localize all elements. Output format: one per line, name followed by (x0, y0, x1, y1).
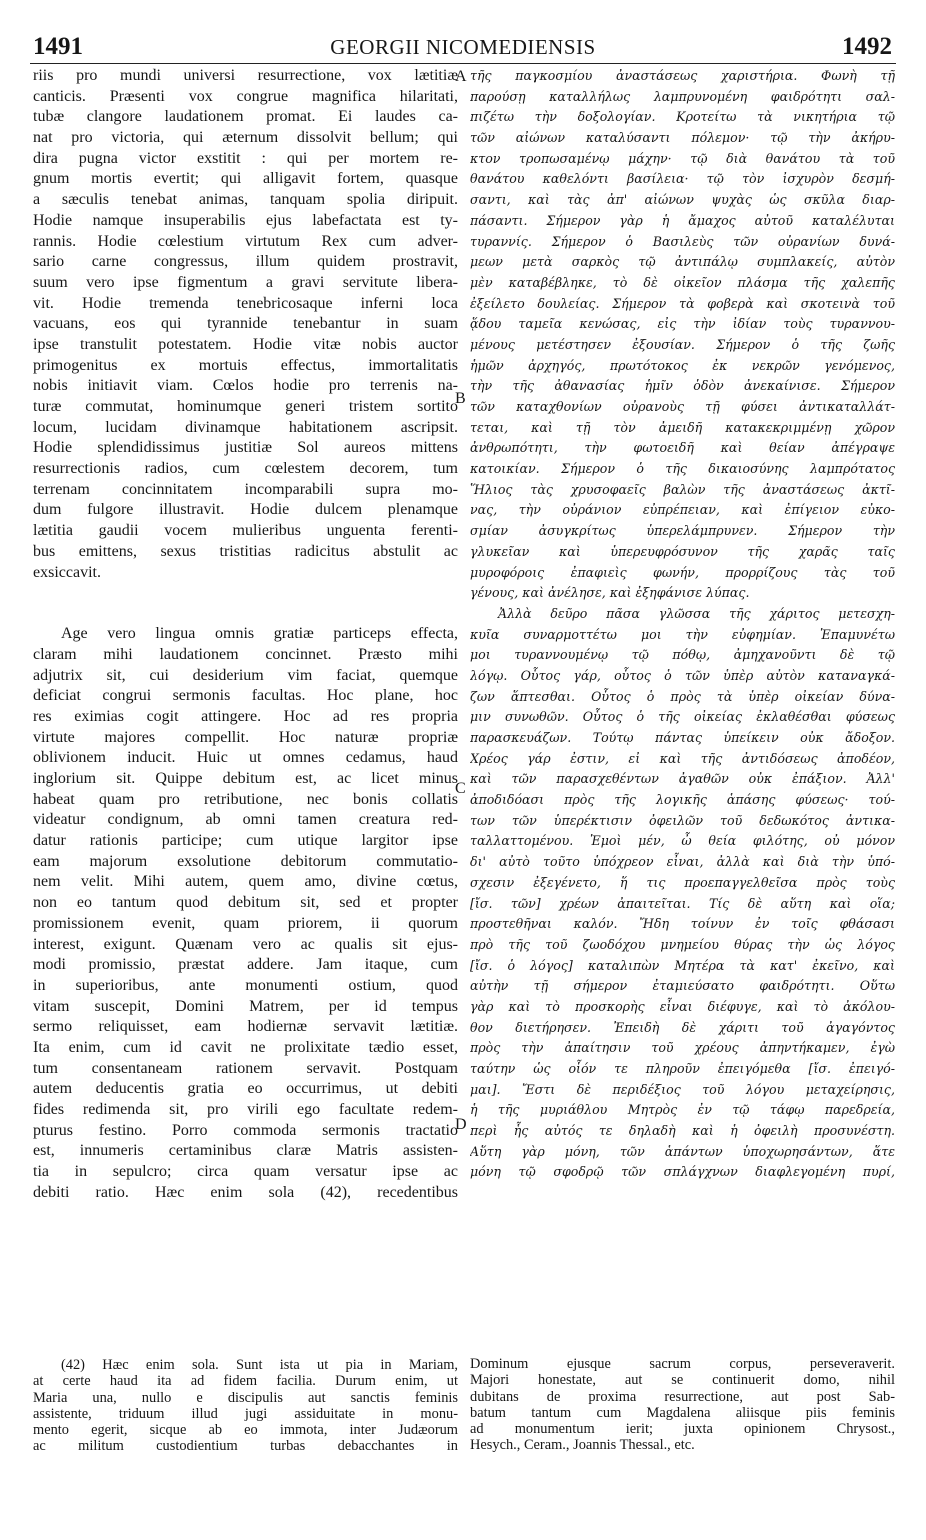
latin-text-line: sermo reliquisset, eam hodiernæ servavit lætitiæ. (33, 1018, 458, 1036)
latin-text-line: nat pro victoria, qui æternum dissolvit bellum; qui (33, 129, 458, 147)
latin-text-line: rannis. Hodie cœlestium virtutum Rex cum adver- (33, 232, 458, 250)
latin-text-line: gnum mortis evertit; qui alligavit fortem, quasque (33, 170, 458, 188)
latin-text-line: Ita enim, cum id cavit ne prolixitate tædio esset, (33, 1038, 458, 1056)
latin-text-line: bus emittens, sexus tristitias radicitus abstulit ac (33, 542, 458, 560)
latin-text-line: est, innumeris certaminibus claræ Matris assisten- (33, 1142, 458, 1160)
latin-text-line: eam majorum exsolutione debitorum commutatio- (33, 852, 458, 870)
footnote-line: mento egerit, sicque ab eo immota, inter Judæorum (33, 1422, 458, 1439)
greek-text-line: παρασκευάζων. Τούτῳ πάντας ὑπείκειν οὐκ ἄδοξον. (470, 730, 895, 745)
greek-text-line: σμίαν ἀσυγκρίτως ὑπερελάμπρυνεν. Σήμερον τὴν (470, 523, 895, 539)
latin-text-line: in superioribus, ante monumenti ostium, quod (33, 976, 458, 994)
greek-text-line: πρὸ τῆς τοῦ ζωοδόχου μνημείου θύρας τὴν ὡς λόγος (470, 936, 895, 952)
latin-text-line: habeat quam pro retributione, nec bonis collatis (33, 790, 458, 808)
footnote-line: batum tantum cum Magdalena aliisque piis feminis (470, 1404, 895, 1421)
greek-text-line: πιζέτω τὴν δοξολογίαν. Κροτείτω τὰ νικητήρια τῷ (470, 109, 895, 125)
greek-text-line: των τῶν ὑπερέκτισιν ὀφειλῶν τοῦ δεδωκότος ἀντικα- (470, 812, 895, 828)
latin-text-line: nobis initiavit viam. Cœlos hodie pro terrenis na- (33, 377, 458, 395)
greek-text-line: ἀποδιδόασι πρὸς τῆς λογικῆς ἁπάσης φύσεως· τού- (470, 792, 895, 808)
greek-text-line: κυῖα συναρμοττέτω μοι τὴν εὐφημίαν. Ἐπαμυνέτω (470, 626, 895, 642)
greek-text-line: μαι]. Ἔστι δὲ περιδέξιος τοῦ λόγου μεταχείρησις, (470, 1081, 895, 1097)
page-header (0, 33, 926, 61)
greek-text-line: μιν συνωθῶν. Οὗτος ὁ τῆς οἰκείας ἐκλαθέσθαι φύσεως (470, 709, 895, 725)
footnote-left (33, 1357, 458, 1455)
latin-text-line: tia in sepulcro; circa quam versatur ipse ac (33, 1163, 458, 1181)
left-page-number: 1491 (33, 33, 83, 60)
footnote-line: assistente, triduum illud jugi assiduitate in monu- (33, 1405, 458, 1422)
latin-text-line: pturus festino. Porro commoda sermonis tractatio (33, 1121, 458, 1139)
latin-text-line: dum fulgore illustravit. Hodie dulcem plenamque (33, 501, 458, 519)
greek-text-line: θον διετήρησεν. Ἐπειδὴ δὲ χάριτι τοῦ ἀγαγόντος (470, 1019, 895, 1035)
greek-text-line: πάσαντι. Σήμερον γὰρ ἡ ἄμαχος αὐτοῦ καταλέλυται (470, 212, 895, 228)
right-page-number: 1492 (842, 33, 892, 60)
greek-text-line: προστεθῆναι καλόν. Ἤδη τοίνυν ἐν τοῖς φθάσασι (470, 916, 895, 932)
latin-text-line: riis pro mundi universi resurrectione, vox lætitiæ (33, 67, 458, 84)
greek-text-line: ᾅδου ταμεῖα κενώσας, εἰς τὴν ἰδίαν τοὺς τυραννου- (470, 316, 895, 332)
greek-text-line: τεται, καὶ τῇ τὸν ἀμειδῆ κατακεκριμμένῃ χῶρον (470, 419, 895, 435)
footnote-right (470, 1356, 895, 1454)
margin-marker-a: A (455, 68, 467, 85)
greek-text-line: παρούσῃ καταλλήλως λαμπρυνομένη φαιδρότητι σαλ- (470, 88, 895, 104)
greek-text-line: δι' αὐτὸ τοῦτο ὑπόχρεον εἶναι, ἀλλὰ καὶ διὰ τὴν ὑπό- (470, 854, 895, 870)
latin-text-line: res eximias cogit attingere. Hoc ad res propria (33, 707, 458, 725)
greek-text-line: γλυκεῖαν καὶ ὑπερευφρόσυνον τῆς χαρᾶς ταῖς (470, 543, 895, 559)
latin-text-line: canticis. Præsenti vox congrue magnifica hilaritati, (33, 87, 458, 105)
latin-text-line: Age vero lingua omnis gratiæ particeps effecta, (61, 625, 458, 643)
greek-text-line: μὲν καταβέβληκε, τὸ δὲ οἰκεῖον πλάσμα τῆς χαλεπῆς (470, 274, 895, 290)
latin-text-line: claram mihi laudationem concinnet. Præsto mihi (33, 645, 458, 663)
latin-text-line: datur rationis participe; cum utique largitor ipse (33, 832, 458, 850)
greek-text-line: μυροφόροις ἐπαφιεὶς φωνήν, προρρίζους τὰς τοῦ (470, 564, 895, 580)
greek-text-line: γένους, καὶ ἀνέλησε, καὶ ἐξηφάνισε λύπας. (470, 585, 750, 601)
greek-text-line: [ἴσ. ὁ λόγος] καταλιπὼν Μητέρα τὰ κατ' ἐκεῖνο, καὶ (470, 957, 895, 973)
latin-text-line: a sæculis tenebat animas, tanquam spolia diripuit. (33, 191, 458, 209)
greek-text-line: τῶν αἰώνων καταλύσαντι πόλεμον· τῷ τὴν ἀκήρυ- (470, 130, 895, 146)
latin-text-line: debiti ratio. Hæc enim sola (42), recedentibus (33, 1183, 458, 1201)
greek-text-line: μοι τυραννουμένῳ τῷ πόθῳ, ἀμηχανοῦντι δὲ τῷ (470, 647, 895, 663)
latin-text-line: sario carne congressus, illum quidem prostravit, (33, 253, 458, 271)
footnote-line: dubitans de proxima resurrectione, aut post Sab- (470, 1388, 895, 1405)
footnote-line: at certe haud ita ad fidem facilia. Durum enim, ut (33, 1373, 458, 1390)
latin-text-line: modi promissio, præstat addere. Jam itaque, cum (33, 956, 458, 974)
greek-text-line: σχεσιν ἐξεγένετο, ἥ τις προεπαγγελθεῖσα πρὸς τοὺς (470, 874, 895, 890)
latin-text-line: adjutrix sit, cui desiderium vim faciat, quemque (33, 666, 458, 684)
greek-text-line: σαντι, καὶ τὰς ἀπ' αἰώνων ψυχὰς ὡς σκῦλα διαρ- (470, 192, 895, 208)
margin-marker-d: D (455, 1116, 467, 1133)
greek-text-line: Ἥλιος τὰς χρυσοφαεῖς βαλὼν τῆς ἀναστάσεως ἀκτῖ- (470, 481, 895, 497)
latin-text-line: vitam suscepit, Domini Matrem, per id tempus (33, 997, 458, 1015)
greek-text-line: Αὕτη γὰρ μόνη, τῶν ἁπάντων ὑποχωρησάντων, ἅτε (470, 1143, 895, 1159)
latin-text-line: non eo tantum quod debitum sit, sed et propter (33, 894, 458, 912)
greek-text-line: μόνη τῷ σφοδρῷ τῶν σπλάγχνων διαφλεγομένη πυρί, (470, 1164, 895, 1180)
greek-text-line: ἐξείλετο δουλείας. Σήμερον τὰ φοβερὰ καὶ σκοτεινὰ τοῦ (470, 295, 895, 311)
latin-text-line: turæ commutat, hominumque generi tristem sortito (33, 398, 458, 415)
greek-text-line: ζων ἅπτεσθαι. Οὗτος ὁ πρὸς τὰ ὑπὲρ οἰκείαν δύνα- (470, 688, 895, 704)
latin-text-line: ipse transtulit potestatem. Hodie vitæ nobis auctor (33, 335, 458, 353)
greek-paragraph-1 (470, 66, 895, 604)
greek-text-line: [ἴσ. τῶν] χρέων ἀπαιτεῖται. Τίς δὲ αὕτη καὶ οἵα; (470, 895, 895, 911)
greek-text-line: ταύτην ὡς οἷόν τε πληροῦν ἐπειγόμεθα [ἴσ. ἐπειγό- (470, 1061, 895, 1076)
greek-text-line: τῶν καταχθονίων οὐρανοὺς τῇ φύσει ἀντικαταλλάτ- (470, 399, 895, 414)
latin-text-line: primogenitus ex mortuis effectus, immortalitatis (33, 356, 458, 374)
latin-text-line: promissionem evenit, quam priorem, ii quorum (33, 914, 458, 932)
latin-text-line: nem velit. Mihi autem, quem amo, divine cœtus, (33, 873, 458, 891)
header-rule (30, 63, 896, 64)
latin-text-line: terrenam concinnitatem incomparabili supra mo- (33, 480, 458, 498)
greek-text-line: τὴν τῆς ἀθανασίας ἡμῖν ὁδὸν ἀνεκαίνισε. Σήμερον (470, 378, 895, 394)
latin-text-line: inglorium sit. Quippe debitum est, ac licet minus (33, 770, 458, 787)
footnote-line: (42) Hæc enim sola. Sunt ista ut pia in Mariam, (61, 1357, 458, 1373)
footnote-line: ad monumentum ierit; juxta opinionem Chrysost., (470, 1421, 895, 1438)
greek-text-line: τυραννίς. Σήμερον ὁ Βασιλεὺς τῶν οὐρανίων δυνά- (470, 233, 895, 249)
latin-text-line: exsiccavit. (33, 563, 101, 581)
greek-text-line: Χρέος γάρ ἐστιν, εἰ καὶ τῆς ἀντιδόσεως ἀποδέον, (470, 750, 895, 766)
greek-text-line: περὶ ἧς αὐτός τε δηλαδὴ καὶ ἡ ὀφειλὴ προσυνέστη. (470, 1123, 895, 1139)
greek-text-line: τῆς παγκοσμίου ἀναστάσεως χαριστήρια. Φωνὴ τῇ (470, 68, 895, 83)
latin-text-line: locum, lucidam divinamque habitationem ascripsit. (33, 418, 458, 436)
greek-text-line: κτον τροπωσαμένῳ μάχην· τῷ διὰ θανάτου τὰ τοῦ (470, 150, 895, 166)
greek-text-line: Ἀλλὰ δεῦρο πᾶσα γλῶσσα τῆς χάριτος μετεσχη- (498, 605, 895, 621)
greek-text-line: καὶ τῶν παρασχεθέντων ἀγαθῶν οὐκ ἐπάξιον. Ἀλλ' (470, 771, 895, 787)
latin-column (33, 66, 458, 1203)
footnote-line: Hesych., Ceram., Joannis Thessal., etc. (470, 1437, 695, 1454)
footnote-line: ac militum custodientium turbas debacchantes in (33, 1438, 458, 1455)
latin-paragraph-2 (33, 624, 458, 1203)
margin-marker-b: B (455, 390, 466, 407)
latin-text-line: Hodie splendidissimus justitiæ Sol aureos mittens (33, 439, 458, 457)
latin-text-line: virtute majores compellit. Hoc naturæ propriæ (33, 728, 458, 746)
latin-text-line: vacuans, eos qui tyrannide tenebantur in suam (33, 315, 458, 333)
greek-text-line: γὰρ καὶ τὸ προσκορὴς εἶναι διέφυγε, καὶ τὸ ἀκόλου- (470, 998, 895, 1014)
greek-text-line: ταλλαττομένου. Ἐμοὶ μέν, ὦ θεία φιλότης, οὐ μόνον (470, 833, 895, 849)
greek-text-line: αὐτὴν τῇ σήμερον ἐταμιεύσατο φαιδρότητι. Οὕτω (470, 978, 895, 994)
latin-text-line: tum consentaneam rationem servavit. Postquam (33, 1059, 458, 1077)
latin-text-line: deficiat congrui sermonis facultas. Hoc plane, hoc (33, 687, 458, 705)
latin-text-line: interest, exigunt. Quænam vero ac qualis sit ejus- (33, 935, 458, 953)
greek-text-line: νας, τὴν οὐράνιον εὐπρέπειαν, καὶ ἐπίγειον εὐκο- (470, 502, 895, 518)
greek-text-line: λόγῳ. Οὗτος γάρ, οὗτος ὁ τῶν ὑπὲρ αὐτὸν καταναγκά- (470, 667, 895, 683)
latin-paragraph-1 (33, 66, 458, 583)
greek-column (470, 66, 895, 1183)
latin-text-line: dira pugna victor exstitit : qui per mortem re- (33, 149, 458, 167)
greek-text-line: ἡμῶν ἀρχηγός, πρωτότοκος ἐκ νεκρῶν γενόμενος, (470, 357, 895, 373)
latin-text-line: resurrectionis radios, cum cœlestem decorem, tum (33, 460, 458, 478)
greek-text-line: μεων μετὰ σαρκὸς τῷ ἀντιπάλῳ συμπλακείς, αὐτὸν (470, 254, 895, 270)
greek-text-line: θανάτου καθελόντι βασίλεια· τῷ τὸν ἰσχυρὸν δεσμή- (470, 171, 895, 187)
greek-text-line: ἀνθρωπότητι, τὴν φωτοειδῆ καὶ θείαν ἀπέγραψε (470, 440, 895, 456)
latin-text-line: videatur condignum, ab omni tamen creatura red- (33, 811, 458, 829)
latin-text-line: vit. Hodie tremenda tenebricosaque inferni loca (33, 294, 458, 312)
greek-text-line: ἡ τῆς μυριάθλου Μητρὸς ἐν τῷ τάφῳ παρεδρεία, (470, 1102, 895, 1118)
greek-paragraph-2 (470, 604, 895, 1183)
latin-text-line: fides redimenda sit, pro virili ego facultate redem- (33, 1101, 458, 1118)
latin-text-line: suum vero ipse figmentum a gravi servitute libera- (33, 273, 458, 291)
latin-text-line: Hodie namque insuperabilis ejus labefactata est ty- (33, 211, 458, 229)
greek-text-line: μένους μετέστησεν ἐξουσίαν. Σήμερον ὁ τῆς ζωῆς (470, 336, 895, 352)
running-title: GEORGII NICOMEDIENSIS (330, 35, 596, 59)
latin-text-line: lætitia gaudii vocem mulieribus unguenta ferenti- (33, 522, 458, 540)
footnote-line: Dominum ejusque sacrum corpus, perseveraverit. (470, 1356, 895, 1372)
latin-text-line: oblivionem inducit. Huic ut omnes cedamus, haud (33, 749, 458, 767)
footnote-line: Maria una, nullo e discipulis aut sanctis feminis (33, 1389, 458, 1406)
greek-text-line: κατοικίαν. Σήμερον ὁ τῆς δικαιοσύνης λαμπρότατος (470, 461, 895, 477)
latin-text-line: autem deducentis gratia eo occurrimus, ut debiti (33, 1080, 458, 1098)
greek-text-line: πρὸς τὴν ἀπαίτησιν τοῦ χρέους ἀπηντήκαμεν, ἐγὼ (470, 1040, 895, 1056)
margin-marker-c: C (455, 780, 466, 797)
latin-text-line: tubæ clangore laudationem promat. Ei laudes ca- (33, 108, 458, 126)
footnote-line: Majori honestate, aut se continuerit domo, nihil (470, 1372, 895, 1389)
